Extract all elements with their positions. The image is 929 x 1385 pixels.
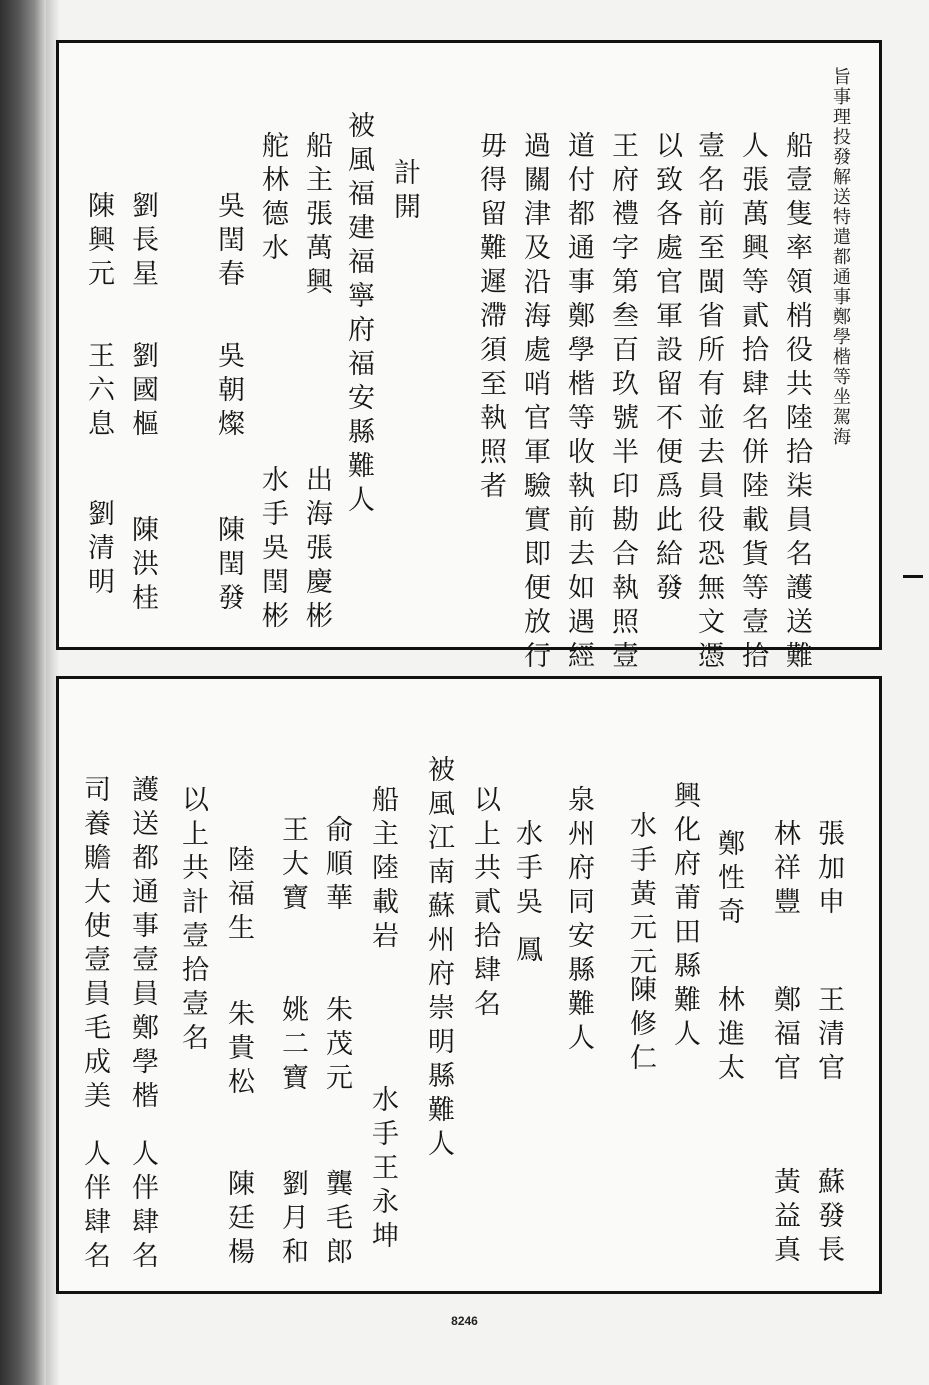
text-column: 鄭性奇: [713, 829, 744, 931]
text-column: 鳳: [511, 935, 542, 969]
text-column: 司養贍大使壹員毛成美: [79, 775, 110, 1115]
text-column: 劉清明: [83, 499, 114, 601]
text-column: 吳朝燦: [213, 341, 244, 443]
text-column: 劉長星: [127, 191, 158, 293]
bottom-document-panel: [56, 676, 882, 1294]
text-column: 王六息: [83, 341, 114, 443]
text-column: 船主陸載岩: [367, 785, 398, 955]
text-column: 陸福生: [223, 845, 254, 947]
text-column: 劉國樞: [127, 341, 158, 443]
text-column: 水手王永坤: [367, 1085, 398, 1255]
text-column: 陳洪桂: [127, 515, 158, 617]
text-column: 朱茂元: [321, 995, 352, 1097]
text-column: 王府禮字第叁百玖號半印勘合執照壹: [607, 131, 638, 675]
text-column: 船壹隻率領梢役共陸拾柒員名護送難: [781, 131, 812, 675]
text-column: 吳閏春: [213, 191, 244, 293]
text-column: 水手吳閏彬: [257, 465, 288, 635]
text-column: 出海張慶彬: [301, 465, 332, 635]
text-column: 船主張萬興: [301, 131, 332, 301]
text-column: 林進太: [713, 985, 744, 1087]
text-column: 人張萬興等貳拾肆名併陸載貨等壹拾: [737, 131, 768, 675]
text-column: 以上共計壹拾壹名: [177, 785, 208, 1057]
text-column: 陳廷楊: [223, 1169, 254, 1271]
text-column: 被風江南蘇州府崇明縣難人: [423, 755, 454, 1163]
text-column: 俞順華: [321, 815, 352, 917]
text-column: 道付都通事鄭學楷等收執前去如遇經: [563, 131, 594, 675]
text-column: 水手黃元元: [625, 811, 656, 981]
text-column: 鄭福官: [769, 985, 800, 1087]
text-column: 黃益真: [769, 1167, 800, 1269]
text-column: 過關津及沿海處哨官軍驗實即便放行: [519, 131, 550, 675]
text-column: 蘇發長: [813, 1167, 844, 1269]
text-column: 王清官: [813, 985, 844, 1087]
binding-gutter-shadow: [0, 0, 46, 1385]
text-column: 朱貴松: [223, 999, 254, 1101]
text-column: 以致各處官軍設留不便爲此給發: [651, 131, 682, 607]
text-column: 興化府莆田縣難人: [669, 781, 700, 1053]
section-heading: 計開: [389, 158, 420, 226]
text-column: 姚二寶: [277, 995, 308, 1097]
text-column: 被風福建福寧府福安縣難人: [343, 111, 374, 519]
top-document-panel: [56, 40, 882, 675]
text-column: 旨事理投發解送特遣都通事鄭學楷等坐駕海: [830, 67, 851, 447]
text-column: 泉州府同安縣難人: [563, 785, 594, 1057]
text-column: 王大寶: [277, 815, 308, 917]
text-column: 陳修仁: [625, 975, 656, 1077]
margin-mark: [903, 575, 923, 578]
text-column: 陳閏發: [213, 515, 244, 617]
text-column: 毋得留難遲滯須至執照者: [475, 131, 506, 505]
text-column: 壹名前至閩省所有並去員役恐無文憑: [693, 131, 724, 675]
text-column: 陳興元: [83, 191, 114, 293]
text-column: 人伴肆名: [127, 1139, 158, 1275]
text-column: 龔毛郎: [321, 1169, 352, 1271]
text-column: 人伴肆名: [79, 1139, 110, 1275]
text-column: 水手吳: [511, 819, 542, 921]
text-column: 以上共貳拾肆名: [469, 785, 500, 1023]
page-number: 8246: [451, 1314, 478, 1328]
text-column: 護送都通事壹員鄭學楷: [127, 775, 158, 1115]
text-column: 張加申: [813, 819, 844, 921]
text-column: 劉月和: [277, 1169, 308, 1271]
text-column: 林祥豐: [769, 819, 800, 921]
text-column: 舵林德水: [257, 131, 288, 267]
